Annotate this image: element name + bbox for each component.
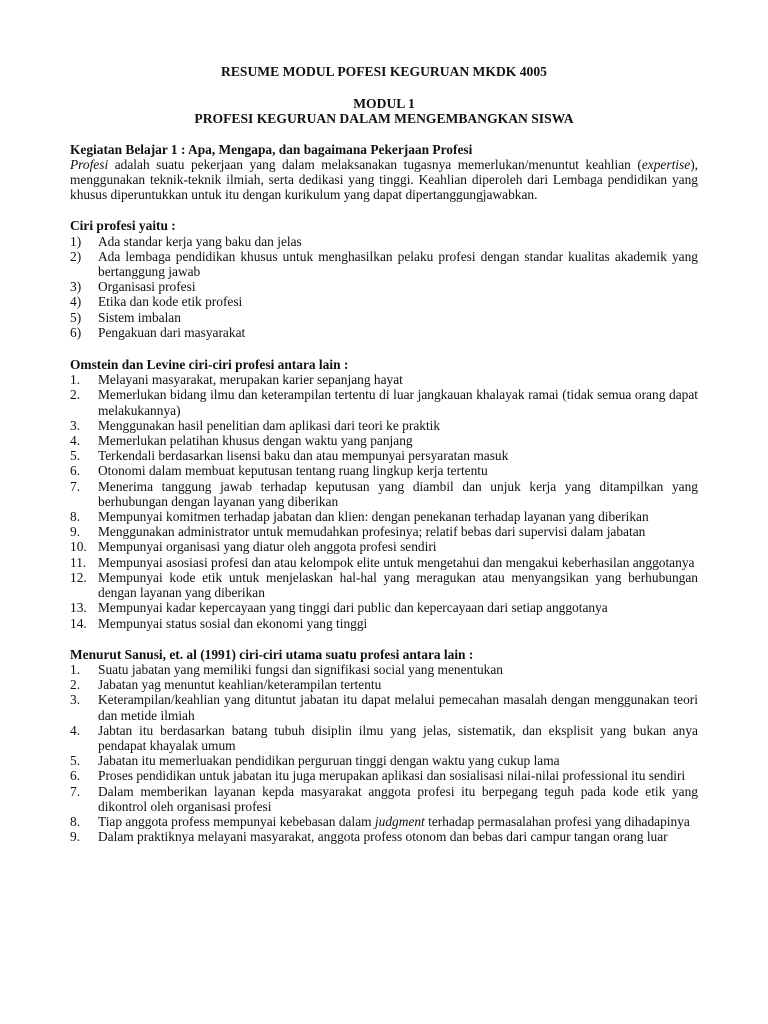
list-text: Jabatan yag menuntut keahlian/keterampilan tertentu (98, 677, 382, 693)
list-text: Proses pendidikan untuk jabatan itu juga merupakan aplikasi dan sosialisasi nilai-nilai professional itu sendiri (98, 768, 686, 784)
list-item (70, 784, 698, 814)
list-item (70, 814, 698, 829)
list-item (70, 418, 698, 433)
list-text (98, 814, 698, 829)
list-item (70, 463, 698, 478)
list-number: 8. (70, 509, 81, 525)
list-number: 2. (70, 677, 81, 693)
list-item (70, 616, 698, 631)
list-number: 8. (70, 813, 81, 829)
list-item (70, 310, 698, 325)
omstein-list (70, 372, 698, 630)
list-text-b: terhadap permasalahan profesi yang dihadapinya (424, 813, 690, 829)
list-item (70, 448, 698, 463)
list-item (70, 768, 698, 783)
kb1-heading: Kegiatan Belajar 1 : Apa, Mengapa, dan bagaimana Pekerjaan Profesi (70, 141, 473, 157)
list-item (70, 294, 698, 309)
list-item (70, 249, 698, 279)
list-text: Mempunyai asosiasi profesi dan atau kelompok elite untuk mengetahui dan mengakui keberhasilan anggotanya (98, 554, 695, 570)
list-text: Suatu jabatan yang memiliki fungsi dan signifikasi social yang menentukan (98, 661, 503, 677)
list-text: Menerima tanggung jawab terhadap keputusan yang diambil dan unjuk kerja yang ditampilkan yang berhubungan dengan layanan yang diberikan (98, 478, 698, 509)
kb1-term: Profesi (70, 156, 109, 172)
list-number: 2) (70, 248, 82, 264)
list-number: 9. (70, 524, 81, 540)
list-text: Keterampilan/keahlian yang dituntut jabatan itu dapat melalui pemecahan masalah dengan menggunakan teori dan metide ilmiah (98, 692, 698, 723)
list-item (70, 677, 698, 692)
list-text: Terkendali berdasarkan lisensi baku dan atau mempunyai persyaratan masuk (98, 448, 509, 464)
list-number: 5) (70, 309, 82, 325)
list-number: 1) (70, 233, 82, 249)
list-number: 3) (70, 279, 82, 295)
modul-label: MODUL 1 (353, 96, 415, 112)
list-number: 5. (70, 753, 81, 769)
list-item (70, 372, 698, 387)
list-text: Memerlukan pelatihan khusus dengan waktu yang panjang (98, 433, 413, 449)
list-text: Mempunyai kode etik untuk menjelaskan hal-hal yang meragukan atau menyangsikan yang berhubungan dengan layanan yang diberikan (98, 569, 698, 601)
list-number: 6) (70, 324, 82, 340)
document-body (70, 64, 698, 844)
list-item (70, 600, 698, 615)
list-item (70, 279, 698, 294)
list-text: Etika dan kode etik profesi (98, 294, 243, 310)
kb1-def-italic: expertise (641, 156, 691, 172)
document-title: RESUME MODUL POFESI KEGURUAN MKDK 4005 (221, 64, 547, 79)
list-number: 5. (70, 448, 81, 464)
ciri-list (70, 234, 698, 340)
list-text: Pengakuan dari masyarakat (98, 324, 246, 340)
list-number: 14. (70, 615, 87, 631)
list-item (70, 479, 698, 509)
list-item (70, 433, 698, 448)
list-item (70, 829, 698, 844)
list-text: Ada standar kerja yang baku dan jelas (98, 233, 302, 249)
list-number: 7. (70, 478, 81, 494)
list-number: 2. (70, 387, 81, 403)
list-number: 11. (70, 554, 87, 570)
list-item (70, 662, 698, 677)
list-text: Mempunyai kadar kepercayaan yang tinggi dari public dan kepercayaan dari setiap anggotanya (98, 600, 608, 616)
list-number: 3. (70, 692, 81, 708)
list-text-italic: judgment (374, 813, 425, 829)
list-text: Memerlukan bidang ilmu dan keterampilan tertentu di luar jangkauan khalayak ramai (tidak semua orang dapat melakukannya) (98, 387, 698, 418)
list-number: 6. (70, 768, 81, 784)
list-text: Dalam praktiknya melayani masyarakat, anggota profess otonom dan bebas dari campur tangan orang luar (98, 829, 668, 845)
list-number: 3. (70, 417, 81, 433)
list-text: Mempunyai organisasi yang diatur oleh anggota profesi sendiri (98, 539, 437, 555)
list-item (70, 570, 698, 600)
list-text: Jabatan itu memerluakan pendidikan perguruan tinggi dengan waktu yang cukup lama (98, 753, 560, 769)
modul-title: PROFESI KEGURUAN DALAM MENGEMBANGKAN SISWA (194, 111, 574, 127)
list-number: 1. (70, 661, 81, 677)
list-number: 6. (70, 463, 81, 479)
list-text: Menggunakan hasil penelitian dam aplikasi dari teori ke praktik (98, 417, 441, 433)
list-number: 4) (70, 294, 82, 310)
list-item (70, 325, 698, 340)
list-text: Dalam memberikan layanan kepda masyarakat anggota profesi itu berpegang teguh pada kode etik yang dikontrol oleh organisasi profesi (98, 783, 698, 814)
sanusi-list (70, 662, 698, 844)
list-number: 1. (70, 372, 81, 388)
sanusi-heading: Menurut Sanusi, et. al (1991) ciri-ciri utama suatu profesi antara lain : (70, 646, 474, 662)
list-item (70, 234, 698, 249)
omstein-heading: Omstein dan Levine ciri-ciri profesi antara lain : (70, 357, 349, 373)
list-text: Organisasi profesi (98, 279, 196, 295)
kb1-definition (70, 157, 698, 203)
list-item (70, 387, 698, 417)
list-text: Menggunakan administrator untuk memudahkan profesinya; relatif bebas dari supervisi dalam jabatan (98, 524, 646, 540)
list-item (70, 555, 698, 570)
list-number: 9. (70, 829, 81, 845)
list-item (70, 509, 698, 524)
ciri-heading: Ciri profesi yaitu : (70, 218, 176, 234)
list-text: Melayani masyarakat, merupakan karier sepanjang hayat (98, 372, 403, 388)
list-number: 10. (70, 539, 87, 555)
kb1-def-b: ), menggunakan teknik-teknik ilmiah, serta dedikasi yang tinggi. Keahlian diperoleh dari Lembaga pendidikan yang khusus diperuntukkan untuk itu dengan kurikulum yang dapat dipertanggungjawabkan. (70, 156, 698, 203)
list-item (70, 723, 698, 753)
list-number: 4. (70, 722, 81, 738)
list-text: Otonomi dalam membuat keputusan tentang ruang lingkup kerja tertentu (98, 463, 488, 479)
list-text-a: Tiap anggota profess mempunyai kebebasan dalam (98, 813, 375, 829)
list-number: 12. (70, 569, 87, 585)
list-text: Ada lembaga pendidikan khusus untuk menghasilkan pelaku profesi dengan standar kualitas akademik yang bertanggung jawab (98, 248, 698, 280)
kb1-def-a: adalah suatu pekerjaan yang dalam melaksanakan tugasnya memerlukan/menuntut keahlian ( (108, 156, 642, 172)
list-number: 7. (70, 783, 81, 799)
list-item (70, 753, 698, 768)
list-number: 13. (70, 600, 87, 616)
list-text: Sistem imbalan (98, 309, 181, 325)
list-text: Jabtan itu berdasarkan batang tubuh disiplin ilmu yang jelas, sistematik, dan eksplisit yang bukan anya pendapat khayalak umum (98, 722, 698, 753)
list-item (70, 539, 698, 554)
list-item (70, 692, 698, 722)
list-item (70, 524, 698, 539)
list-text: Mempunyai komitmen terhadap jabatan dan klien: dengan penekanan terhadap layanan yang diberikan (98, 509, 649, 525)
list-text: Mempunyai status sosial dan ekonomi yang tinggi (98, 615, 368, 631)
list-number: 4. (70, 433, 81, 449)
